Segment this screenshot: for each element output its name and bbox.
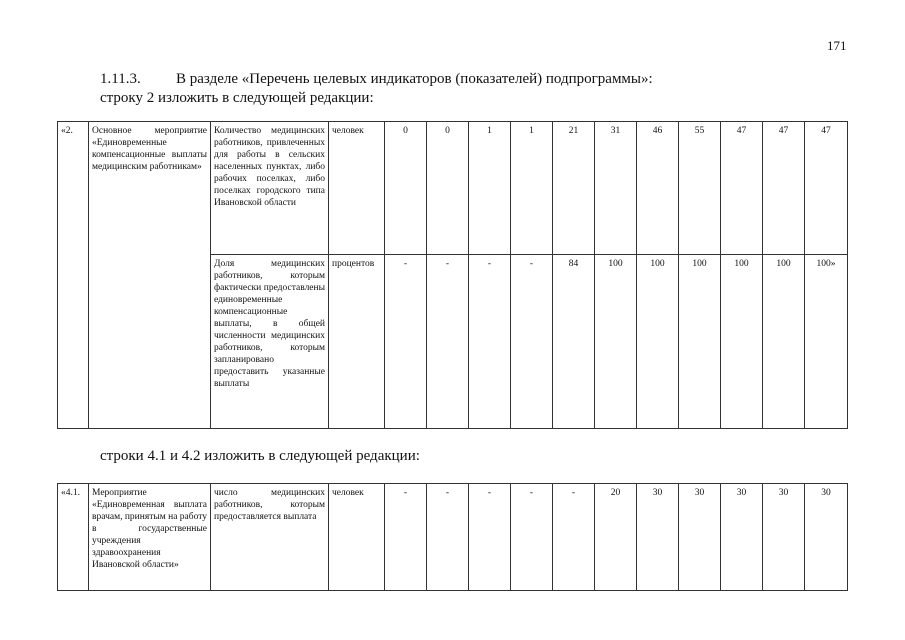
section-number: 1.11.3. (100, 71, 141, 87)
value-cell: 30 (679, 484, 721, 591)
instruction-rows-4: строки 4.1 и 4.2 изложить в следующей редакции: (100, 448, 420, 464)
row-number: «2. (58, 122, 89, 429)
value-cell: - (385, 484, 427, 591)
value-cell: 100 (721, 255, 763, 429)
value-cell: 47 (721, 122, 763, 255)
section-title: В разделе «Перечень целевых индикаторов (показателей) подпрограммы»: (176, 71, 653, 87)
value-cell: 55 (679, 122, 721, 255)
section-heading (100, 70, 653, 108)
value-cell: 30 (637, 484, 679, 591)
value-cell: 84 (553, 255, 595, 429)
indicator-table-row-4-1 (57, 483, 848, 591)
value-cell: 47 (805, 122, 848, 255)
indicator-name: число медицинских работников, которым предоставляется выплата (211, 484, 329, 591)
value-cell: - (427, 255, 469, 429)
value-cell: - (553, 484, 595, 591)
row-number: «4.1. (58, 484, 89, 591)
value-cell: 47 (763, 122, 805, 255)
value-cell: 46 (637, 122, 679, 255)
value-cell: 21 (553, 122, 595, 255)
indicator-unit: человек (329, 122, 385, 255)
value-cell: 30 (721, 484, 763, 591)
indicator-name: Количество медицинских работников, привлеченных для работы в сельских населенных пунктах, либо рабочих поселках, либо поселках городского типа Ивановской области (211, 122, 329, 255)
indicator-unit: процентов (329, 255, 385, 429)
activity-name: Мероприятие «Единовременная выплата врачам, принятым на работу в государственные учреждения здравоохранения Ивановской области» (89, 484, 211, 591)
value-cell: 100 (637, 255, 679, 429)
section-instruction: строку 2 изложить в следующей редакции: (100, 90, 374, 106)
value-cell: 100 (595, 255, 637, 429)
page-number: 171 (827, 38, 847, 53)
value-cell: 30 (763, 484, 805, 591)
value-cell: 20 (595, 484, 637, 591)
table-row (58, 122, 848, 255)
activity-name: Основное мероприятие «Единовременные компенсационные выплаты медицинским работникам» (89, 122, 211, 429)
value-cell: 30 (805, 484, 848, 591)
value-cell: 0 (385, 122, 427, 255)
indicator-name: Доля медицинских работников, которым фактически предоставлены единовременные компенсационные выплаты, в общей численности медицинских работников, которым запланировано предоставить указанные выплаты (211, 255, 329, 429)
value-cell: - (469, 255, 511, 429)
value-cell: 100 (763, 255, 805, 429)
indicator-unit: человек (329, 484, 385, 591)
value-cell: 0 (427, 122, 469, 255)
value-cell: 1 (511, 122, 553, 255)
value-cell: - (469, 484, 511, 591)
table-row (58, 484, 848, 591)
value-cell: 31 (595, 122, 637, 255)
value-cell: - (511, 255, 553, 429)
indicator-table-row-2 (57, 121, 848, 429)
value-cell: - (385, 255, 427, 429)
value-cell: - (511, 484, 553, 591)
value-cell: - (427, 484, 469, 591)
value-cell: 100 (679, 255, 721, 429)
value-cell: 100» (805, 255, 848, 429)
value-cell: 1 (469, 122, 511, 255)
